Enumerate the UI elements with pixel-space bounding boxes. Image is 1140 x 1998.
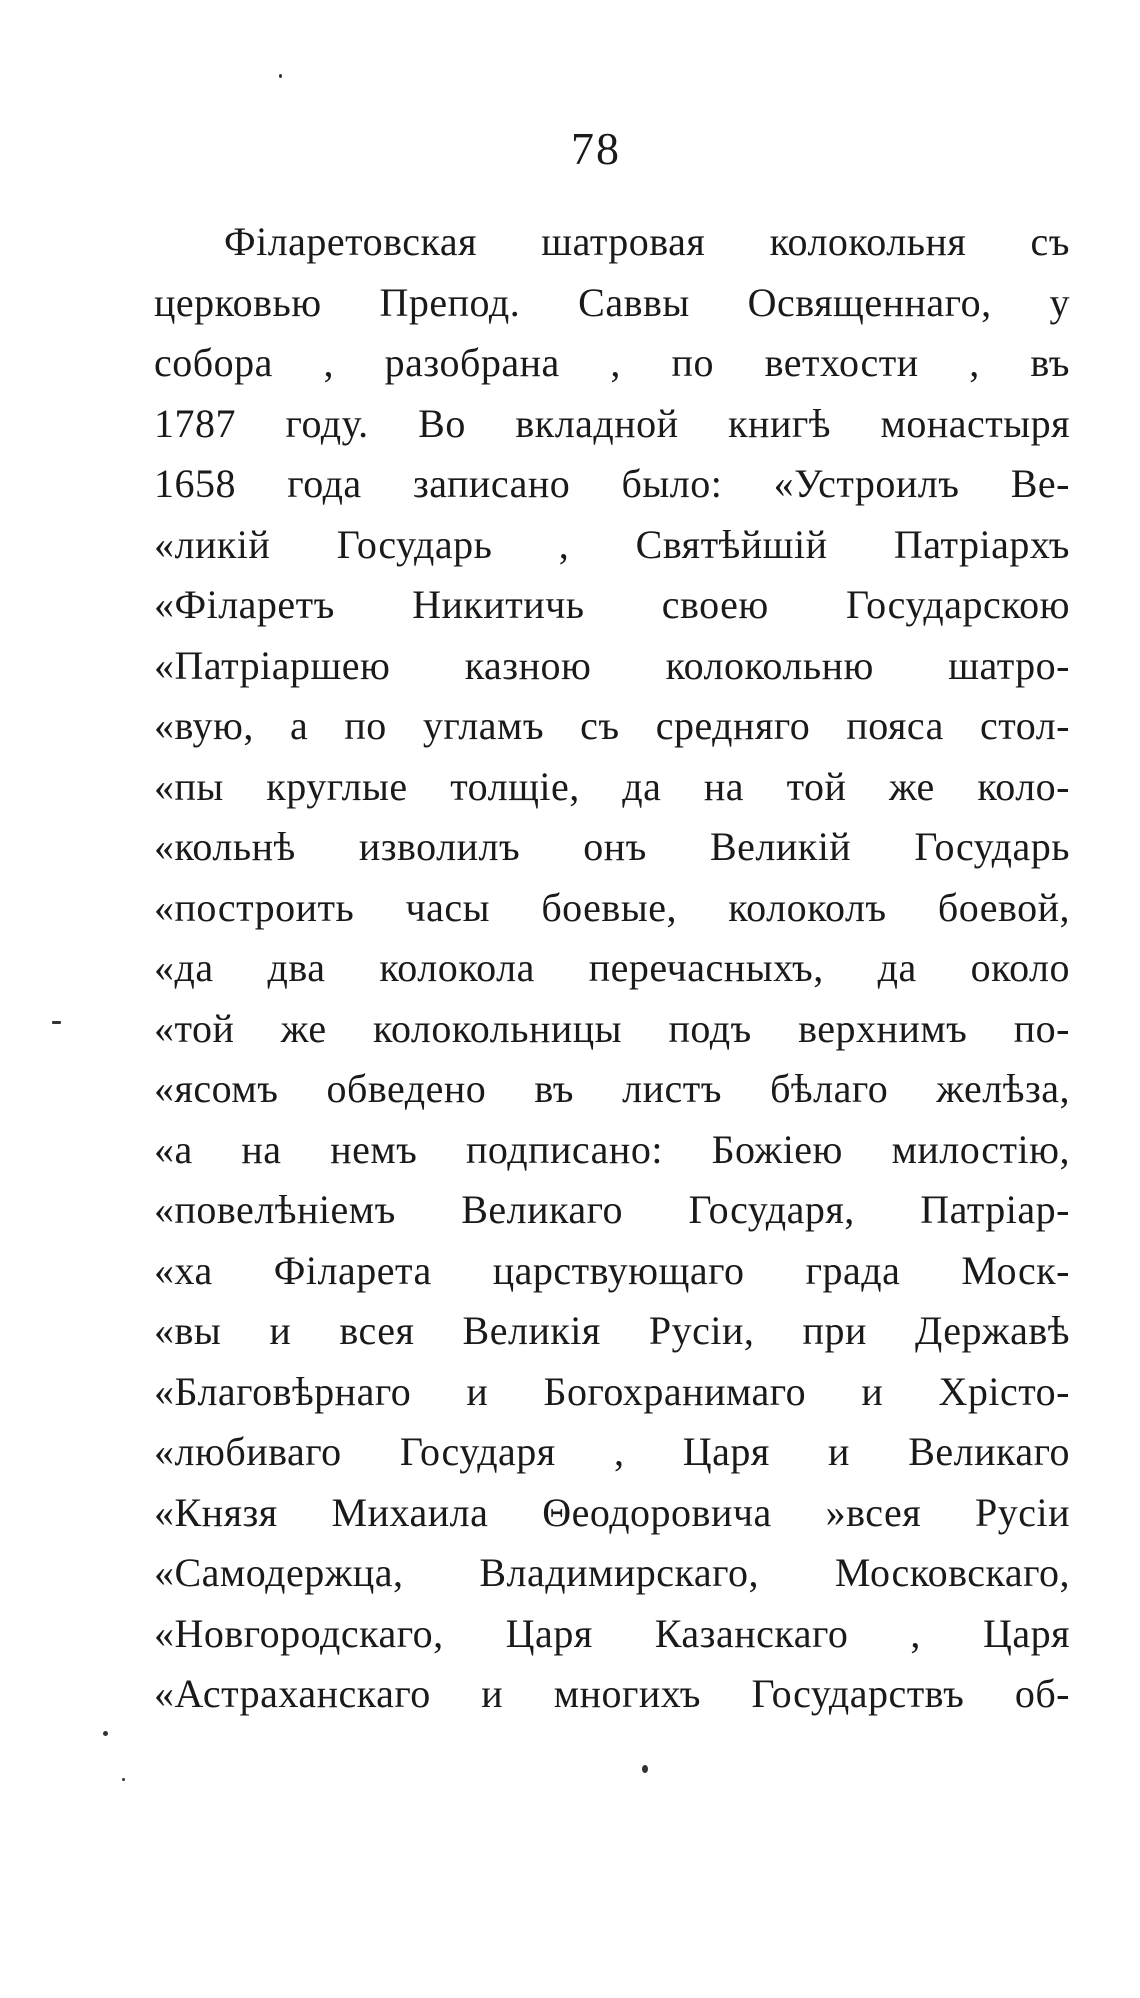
print-speck: [103, 1731, 108, 1736]
text-line: «ха Філарета царствующаго града Моск-: [154, 1247, 1070, 1293]
body-text: [154, 212, 1070, 1725]
text-line: церковью Препод. Саввы Освященнаго, у: [154, 279, 1070, 325]
text-line: «ликій Государь , Святѣйшій Патріархъ: [154, 521, 1070, 567]
page-number: 78: [571, 123, 621, 174]
text-line: «Астраханскаго и многихъ Государствъ об-: [154, 1671, 1070, 1716]
text-line: «пы круглые толщіе, да на той же коло-: [154, 763, 1070, 809]
print-speck: [52, 1021, 61, 1024]
text-line: «да два колокола перечасныхъ, да около: [154, 945, 1070, 990]
text-line: «любиваго Государя , Царя и Великаго: [154, 1429, 1070, 1474]
text-line: «построить часы боевые, колоколъ боевой,: [154, 884, 1070, 930]
text-line: «вы и всея Великія Русіи, при Державѣ: [154, 1308, 1070, 1353]
text-line: «кольнѣ изволилъ онъ Великій Государь: [154, 824, 1070, 869]
text-line: «а на немъ подписано: Божіею милостію,: [154, 1126, 1070, 1172]
text-line: «Самодержца, Владимирскаго, Московскаго,: [154, 1550, 1070, 1595]
text-line: 1787 году. Во вкладной книгѣ монастыря: [154, 400, 1070, 446]
text-line: «Філаретъ Никитичь своею Государскою: [154, 582, 1070, 627]
text-line: Філаретовская шатровая колокольня съ: [224, 219, 1070, 264]
text-line: 1658 года записано было: «Устроилъ Ве-: [154, 461, 1070, 506]
text-line: «Новгородскаго, Царя Казанскаго , Царя: [154, 1610, 1070, 1656]
print-speck: [279, 74, 282, 78]
text-line: «Патріаршею казною колокольню шатро-: [154, 642, 1070, 688]
print-speck: [122, 1778, 125, 1781]
text-line: собора , разобрана , по ветхости , въ: [154, 340, 1070, 385]
text-line: «повелѣніемъ Великаго Государя, Патріар-: [154, 1187, 1070, 1232]
print-speck: [642, 1765, 648, 1773]
text-line: «вую, а по угламъ съ средняго пояса стол-: [154, 703, 1070, 748]
text-line: «той же колокольницы подъ верхнимъ по-: [154, 1005, 1070, 1051]
text-line: «Князя Михаила Θеодоровича »всея Русіи: [154, 1489, 1070, 1535]
text-line: «ясомъ обведено въ листъ бѣлаго желѣза,: [154, 1066, 1070, 1111]
text-line: «Благовѣрнаго и Богохранимаго и Хрісто-: [154, 1368, 1070, 1414]
